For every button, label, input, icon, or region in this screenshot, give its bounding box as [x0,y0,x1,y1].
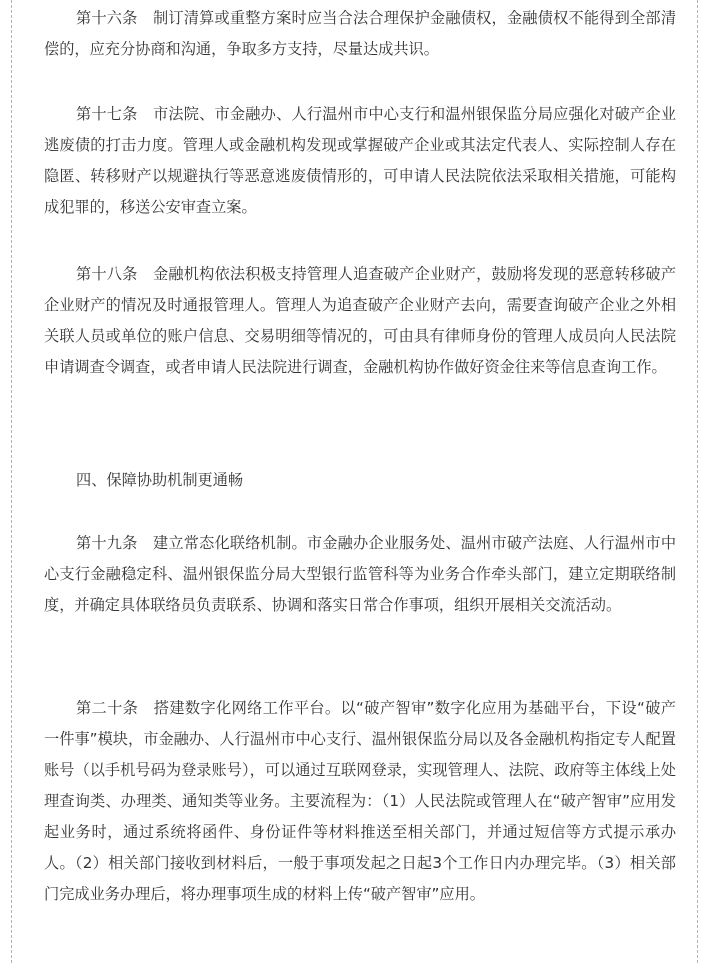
right-border-line [697,0,698,963]
left-border-line [11,0,12,963]
section-heading: 四、保障协助机制更通畅 [76,471,244,489]
article-19-paragraph: 第十九条 建立常态化联络机制。市金融办企业服务处、温州市破产法庭、人行温州市中心支行金融稳定科、温州银保监分局大型银行监管科等为业务合作牵头部门，建立定期联络制度，并确定具体联络员负责联系、协调和落实日常合作事项，组织开展相关交流活动。 [44,534,676,614]
article-18-paragraph: 第十八条 金融机构依法积极支持管理人追查破产企业财产，鼓励将发现的恶意转移破产企业财产的情况及时通报管理人。管理人为追查破产企业财产去向，需要查询破产企业之外相关联人员或单位的账户信息、交易明细等情况的，可由具有律师身份的管理人成员向人民法院申请调查令调查，或者申请人民法院进行调查，金融机构协作做好资金往来等信息查询工作。 [44,265,676,376]
article-16-paragraph: 第十六条 制订清算或重整方案时应当合法合理保护金融债权，金融债权不能得到全部清偿的，应充分协商和沟通，争取多方支持，尽量达成共识。 [44,9,676,58]
article-20-paragraph: 第二十条 搭建数字化网络工作平台。以“破产智审”数字化应用为基础平台，下设“破产一件事”模块，市金融办、人行温州市中心支行、温州银保监分局以及各金融机构指定专人配置账号（以手机号码为登录账号），可以通过互联网登录，实现管理人、法院、政府等主体线上处理查询类、办理类、通知类等业务。主要流程为：（1）人民法院或管理人在“破产智审”应用发起业务时，通过系统将函件、身份证件等材料推送至相关部门，并通过短信等方式提示承办人。（2）相关部门接收到材料后，一般于事项发起之日起3个工作日内办理完毕。（3）相关部门完成业务办理后，将办理事项生成的材料上传“破产智审”应用。 [44,699,676,903]
article-17-paragraph: 第十七条 市法院、市金融办、人行温州市中心支行和温州银保监分局应强化对破产企业逃废债的打击力度。管理人或金融机构发现或掌握破产企业或其法定代表人、实际控制人存在隐匿、转移财产以规避执行等恶意逃废债情形的，可申请人民法院依法采取相关措施，可能构成犯罪的，移送公安审查立案。 [44,105,676,216]
